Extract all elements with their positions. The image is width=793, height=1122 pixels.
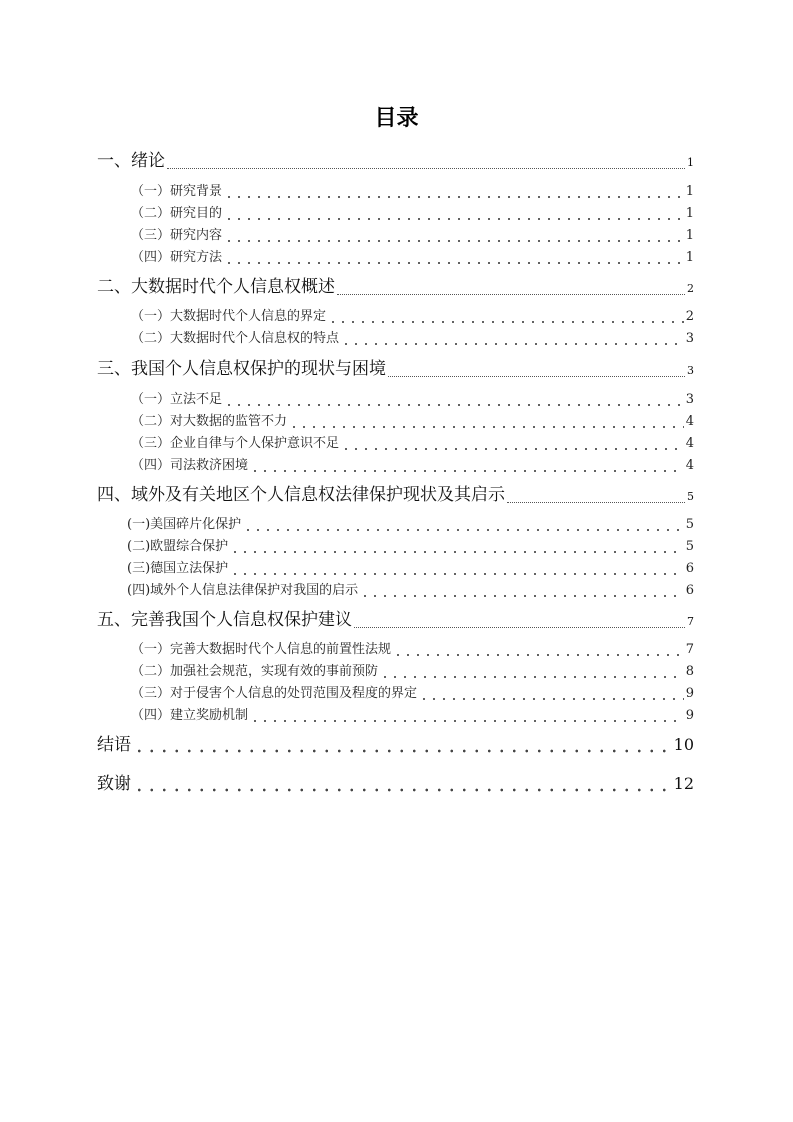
toc-page-number: 5 <box>687 490 694 503</box>
toc-entry-conclusion[interactable] <box>97 733 694 757</box>
dot-leader <box>243 528 684 532</box>
toc-entry-label: (一)美国碎片化保护 <box>127 517 242 532</box>
dot-leader <box>380 675 684 679</box>
toc-entry-5-2[interactable] <box>131 662 694 682</box>
toc-entry-label: 三、我国个人信息权保护的现状与困境 <box>97 359 386 379</box>
toc-page-number: 12 <box>673 774 694 793</box>
toc-entry-1-2[interactable] <box>131 204 694 224</box>
dot-leader <box>341 447 684 451</box>
toc-entry-label: （一）大数据时代个人信息的界定 <box>131 309 327 324</box>
toc-page-number: 3 <box>685 392 694 407</box>
toc-page-number: 9 <box>685 686 694 701</box>
toc-entry-5-1[interactable] <box>131 640 694 660</box>
toc-page-number: 1 <box>685 184 694 199</box>
toc-entry-label: （三）对于侵害个人信息的处罚范围及程度的界定 <box>131 686 418 701</box>
toc-page-number: 9 <box>685 708 694 723</box>
dot-leader <box>289 425 684 429</box>
dot-leader <box>328 320 684 324</box>
toc-entry-label: （一）立法不足 <box>131 392 223 407</box>
toc-entry-4-1[interactable] <box>127 515 694 535</box>
toc-entry-label: (四)域外个人信息法律保护对我国的启示 <box>127 583 359 598</box>
toc-page-number: 6 <box>685 561 694 576</box>
dot-leader <box>224 195 684 199</box>
toc-entry-label: （二）大数据时代个人信息权的特点 <box>131 331 340 346</box>
toc-entry-label: 致谢 <box>97 774 131 794</box>
toc-entry-1-4[interactable] <box>131 248 694 268</box>
toc-entry-label: （二）对大数据的监管不力 <box>131 414 288 429</box>
toc-page-number: 5 <box>685 517 694 532</box>
toc-entry-label: （二）加强社会规范，实现有效的事前预防 <box>131 664 379 679</box>
dot-leader <box>224 239 684 243</box>
toc-entry-4-3[interactable] <box>127 559 694 579</box>
toc-entry-label: （一）研究背景 <box>131 184 223 199</box>
toc-entry-label: （三）研究内容 <box>131 228 223 243</box>
dot-leader <box>360 594 684 598</box>
dot-leader <box>250 719 684 723</box>
toc-title: 目录 <box>374 106 419 131</box>
dot-leader <box>388 376 685 377</box>
toc-entry-3-2[interactable] <box>131 412 694 432</box>
toc-page-number: 1 <box>685 250 694 265</box>
toc-page-number: 3 <box>685 331 694 346</box>
toc-entry-label: (二)欧盟综合保护 <box>127 539 229 554</box>
toc-entry-4-2[interactable] <box>127 537 694 557</box>
toc-entry-label: （三）企业自律与个人保护意识不足 <box>131 436 340 451</box>
toc-entry-section-4[interactable] <box>97 483 694 509</box>
toc-entry-1-1[interactable] <box>131 182 694 202</box>
toc-entry-3-3[interactable] <box>131 434 694 454</box>
toc-entry-4-4[interactable] <box>127 581 694 601</box>
toc-entry-5-4[interactable] <box>131 706 694 726</box>
dot-leader <box>393 653 684 657</box>
toc-page-number: 4 <box>685 436 694 451</box>
toc-entry-section-2[interactable] <box>97 275 694 301</box>
dot-leader <box>167 168 685 169</box>
toc-page-number: 1 <box>685 206 694 221</box>
toc-page-number: 1 <box>685 228 694 243</box>
toc-entry-section-3[interactable] <box>97 357 694 383</box>
toc-page-number: 2 <box>685 309 694 324</box>
dot-leader <box>507 502 685 503</box>
toc-entry-label: 一、绪论 <box>97 151 165 171</box>
toc-entry-3-1[interactable] <box>131 390 694 410</box>
toc-page-number: 8 <box>685 664 694 679</box>
toc-page-number: 5 <box>685 539 694 554</box>
dot-leader <box>230 550 684 554</box>
toc-entry-section-1[interactable] <box>97 149 694 175</box>
toc-entry-label: 四、域外及有关地区个人信息权法律保护现状及其启示 <box>97 485 505 505</box>
dot-leader <box>250 469 684 473</box>
toc-page-number: 7 <box>687 615 694 628</box>
dot-leader <box>341 342 684 346</box>
toc-entry-1-3[interactable] <box>131 226 694 246</box>
toc-entry-label: （四）建立奖励机制 <box>131 708 249 723</box>
toc-page-number: 7 <box>685 642 694 657</box>
dot-leader <box>224 217 684 221</box>
dot-leader <box>224 261 684 265</box>
toc-page-number: 10 <box>673 735 694 754</box>
toc-entry-3-4[interactable] <box>131 456 694 476</box>
toc-entry-label: （四）研究方法 <box>131 250 223 265</box>
toc-entry-label: 结语 <box>97 735 131 755</box>
dot-leader <box>133 749 672 753</box>
toc-entry-section-5[interactable] <box>97 608 694 634</box>
dot-leader <box>354 627 685 628</box>
toc-entry-label: （二）研究目的 <box>131 206 223 221</box>
dot-leader <box>230 572 684 576</box>
toc-page-number: 4 <box>685 458 694 473</box>
dot-leader <box>419 697 684 701</box>
toc-page-number: 4 <box>685 414 694 429</box>
toc-entry-2-1[interactable] <box>131 307 694 327</box>
toc-entry-2-2[interactable] <box>131 329 694 349</box>
dot-leader <box>337 294 685 295</box>
toc-page-number: 3 <box>687 364 694 377</box>
toc-page-number: 1 <box>687 156 694 169</box>
toc-entry-label: (三)德国立法保护 <box>127 561 229 576</box>
toc-page-number: 2 <box>687 282 694 295</box>
toc-entry-label: （一）完善大数据时代个人信息的前置性法规 <box>131 642 392 657</box>
toc-entry-5-3[interactable] <box>131 684 694 704</box>
toc-entry-label: 二、大数据时代个人信息权概述 <box>97 277 335 297</box>
toc-entry-label: （四）司法救济困境 <box>131 458 249 473</box>
toc-entry-acknowledgements[interactable] <box>97 772 694 796</box>
toc-page-number: 6 <box>685 583 694 598</box>
toc-entry-label: 五、完善我国个人信息权保护建议 <box>97 610 352 630</box>
dot-leader <box>224 403 684 407</box>
dot-leader <box>133 788 672 792</box>
